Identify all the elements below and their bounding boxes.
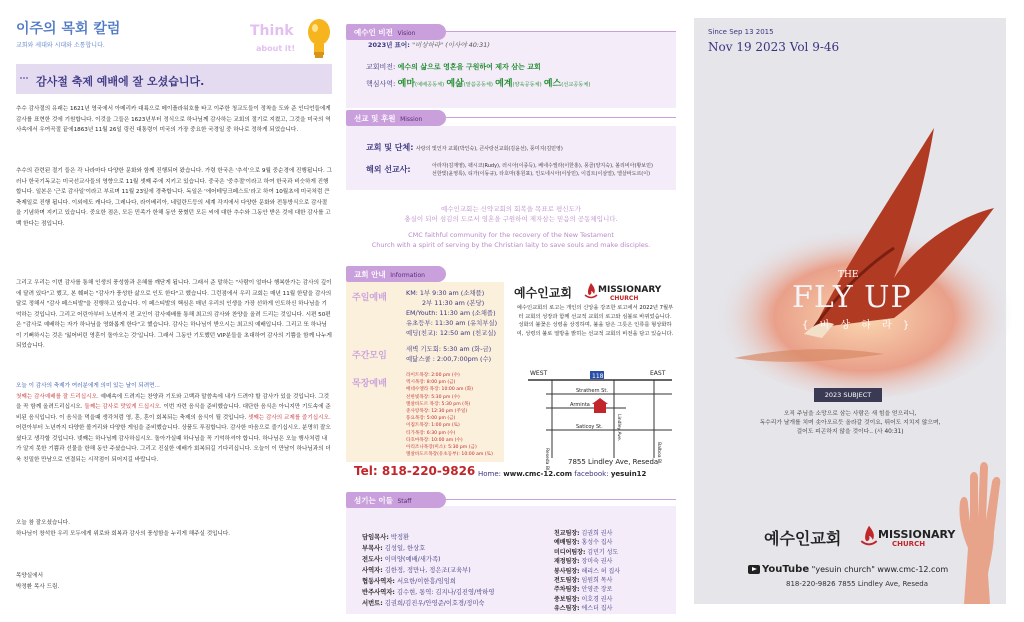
column-title: 이주의 목회 칼럼 [16,21,121,37]
youtube-icon [748,565,760,574]
mission-overseas-2: 선한빛(윤영록), 티가(이동규), 타호마(홍원표), 인도네시아(이상민), 이집트(이삼열), 엘살바도르(이) [432,171,651,177]
team-lead-row: 재정팀장: 장미숙 권사 [554,558,613,566]
team-lead-row: 전도팀장: 임원희 목사 [554,577,613,584]
headline: 감사절 축제 예배에 잘 오셨습니다. [36,75,205,88]
cell-group-item: 풍요목장: 5:00 pm (금) [406,416,456,422]
staff-row: 서번트: 김권희/김진우/안영준/이호경/정미숙 [362,600,485,607]
cover-panel [694,18,1006,604]
info-panel [346,18,676,614]
cell-label: 목장예배 [352,379,387,389]
svg-text:Arminta: Arminta [570,402,590,408]
mission-overseas-1: 아라자(김재영), 팩시코(Rudy), 러시아(이종득), 베네수엘라(이한홍), 몽골(양지숙), 볼리비아(황보민) [432,163,653,169]
weekday-label: 주간모임 [352,351,387,361]
paragraph-intro: 오늘 이 감사의 축제가 여러분에게 의미 있는 날이 되려면... [16,383,160,389]
weekday-1: 새벽 기도회: 5:30 am (화-금) [406,345,492,353]
svg-text:Saticoy St.: Saticoy St. [576,424,603,430]
raised-hand-illustration [934,438,1006,604]
cell-group-item: 타호마목장: 10:00 am (수) [406,437,463,443]
title-fly-up: FLY UP [792,280,912,315]
svg-text:Lindley Ave.: Lindley Ave. [616,414,621,442]
subject-badge: 2023 SUBJECT [814,388,882,402]
team-lead-row: 친교팀장: 김권희 권사 [554,530,613,537]
since-date: Since Sep 13 2015 [708,28,774,36]
home-links: Home: www.cmc-12.com facebook: yesuin12 [478,470,647,478]
svg-text:Reseda Bl.: Reseda Bl. [544,448,549,472]
staff-row: 반주사역자: 김수현, 통역: 김지나/김진영/박하영 [362,589,495,596]
point-second-text: 이번 자련 음식을 준비했습니다. 대단한 음식은 아니지만 기도속에 준비된 음식입니다. 이 음식을 먹을때 생각처럼 영, 혼, 혼이 회복되는 축제의 음식이 될 것입니다. [16,404,331,421]
weekday-2: 예닮스쿨 : 2:00,7:00pm (수) [406,355,492,363]
flame-large-icon [860,524,878,548]
mission-row-overseas: 해외 선교사: [366,165,411,174]
church-logo-small [514,282,674,304]
banner-dots [20,77,28,81]
think-heading: Think [250,23,294,39]
svg-text:118: 118 [592,373,604,380]
logo-korean: 예수인교회 [514,286,572,300]
cell-group-item: 준사랑목장: 12:30 pm (주일) [406,409,468,414]
church-purpose: 예수인교회는 신약교회의 회복을 목표로 평신도가 충실이 되어 섬김의 도로서 영혼을 구원하여 제자삼는 믿음의 공동체입니다. CMC faithful community for the recovery of the New Testament Church with a spirit of serving by the Christian laity to save souls and make disciples. [371,205,651,249]
cell-group-item: 티가목장: 6:30 pm (수) [406,430,456,436]
info-box [346,282,504,462]
headline-banner [16,64,332,94]
staff-row: 부목사: 김성일, 한상호 [362,545,426,552]
staff-header: 섬기는 이들 Staff [346,492,676,508]
theme-verse: 오직 주님을 소망으로 삼는 사람은 새 힘을 얻으리니, 독수리가 날개를 치며 솟아오르듯 올라갈 것이요, 뛰어도 지치지 않으며, 걸어도 피곤하지 않을 것이다.. (사 40:31) [759,411,941,435]
mission-row-churches: 교회 및 단체: 사랑의 빛인자 교회(박인숙), 큰사랑선교회(김윤선), 풍미지(김민영) [366,143,563,152]
point-third: 셋째는 감사의 교제를 즐기십시오. [247,414,331,421]
sunday-label: 주일예배 [352,293,387,303]
church-logo-large [764,522,964,552]
signature-line-1: 목양실에서 [16,573,44,579]
service-4: 유초등부: 11:30 am (유치부실) [406,319,498,327]
team-lead-row: 미디어팀장: 김민기 성도 [554,548,619,556]
eagle-illustration [694,98,1006,438]
cell-group-item: 베네수엘라 목장: 10:00 am (화) [406,387,474,393]
cell-group-item: 선한빛목장: 5:30 pm (수) [406,394,460,400]
logo-large-church: CHURCH [892,540,926,548]
staff-row: 사역자: 김한정, 정만나, 정은조(교육부) [362,567,471,574]
svg-text:EAST: EAST [650,370,666,377]
logo-large-english: MISSIONARY [878,528,956,541]
column-paragraph-3: 그리고 우리는 이번 감사를 통해 인생의 풍성함과 은혜를 깨닫게 됩니다. 그래서 준 말하는 "사람이 얼마나 행복한가는 감사의 깊이에 달려 있다"고 했고, 본 훼퍼는 "감사가 풍성한 삶으로 인도 한다"고 했습니다. 그런점에서 우리 교회는 매년 11월 한달을 감사의 달로 정해서 "감사 페스티발"을 진행하고 있습니다. 이 페스티발의 핵심은 매년 우리의 인생을 가장 선하게 인도하신 하나님을 기억하는 것입니다. 그리고 어린아부터 노년까지 전 교인이 감사예배를 통해 최고의 감사와 찬양을 올려 드리는 것입니다. 시편 50편은 "감사로 예배하는 자가 하나님을 영화롭게 한다"고 했습니다. 감사는 하나님이 받으시는 최고의 예배입니다. 그리고 또 하나님이 기뻐하시는 것은 '잃어버린 영혼이 돌아오는 것'입니다. 그래서 그동안 기도했던 VIP분들을 초대하여 감사의 기쁨을 함께 나누게 되었습니다. [16,280,332,349]
logo-church: CHURCH [610,295,639,302]
phone-number[interactable]: Tel: 818-220-9826 [354,464,476,478]
staff-box [346,506,676,614]
core-ministry-line: 핵심사역: 예마(예배공동체) 예삶(말씀공동체) 예계(양육공동체) 예스(선교공동체) [366,79,591,89]
vision-box [346,32,676,108]
cell-group-item: 아리조나목장(미소): 5:30 pm (금) [406,445,477,450]
cell-group-item: 엘살바도르목장(유초등부): 10:00 am (토) [406,452,493,458]
issue-date: Nov 19 2023 Vol 9-46 [708,40,840,54]
vision-line: 교회비전: 예수의 삶으로 영혼을 구원하여 제자 삼는 교회 [366,63,541,71]
team-lead-row: 예배팀장: 홍성수 집사 [554,539,613,547]
point-second: 둘째는 감사로 맛있게 드십시오. [84,404,162,410]
map-address: 7855 Lindley Ave, Reseda [568,458,659,466]
cell-group-item: 라이트목장: 2:00 pm (수) [406,373,460,378]
home-link[interactable]: www.cmc-12.com [503,470,573,478]
mission-header: 선교 및 후원 Mission [346,110,676,126]
facebook-link[interactable]: yesuin12 [610,470,647,478]
title-the: THE [838,270,859,280]
logo-large-korean: 예수인교회 [764,529,842,548]
cell-group-item: 엑시목장: 8:00 pm (금) [406,380,456,386]
info-header: 교회 안내 Information [346,266,504,282]
lightbulb-icon [306,18,332,60]
signature-line-2: 박정환 목사 드림. [16,583,60,590]
service-5: 예딩(친교): 12:50 am (친교실) [406,329,496,337]
point-first: 첫째는 감사예배를 잘 드리십시오. [16,393,99,400]
team-lead-row: 주차팀장: 안영준 장로 [554,586,613,594]
column-paragraph-4 [16,381,332,465]
staff-row: 협동사역자: 서요한/이한흥/임임희 [362,578,456,585]
cover-address: 818-220-9826 7855 Lindley Ave, Reseda [786,580,929,588]
team-lead-row: 유스팀장: 에스더 집사 [554,605,613,613]
column-signature [16,571,332,592]
service-1: KM: 1부 9:30 am (소채플) [406,289,485,297]
logo-english: MISSIONARY [598,285,662,295]
svg-text:Balboa Bl.: Balboa Bl. [656,442,661,465]
service-2: 2부 11:30 am (본당) [422,299,485,307]
column-panel [16,18,332,614]
point-third-text: 어린아부터 노년까지 다양한 볼거리와 다양한 게임을 준비했습니다. 상품도 푸짐합니다. 감사한 마음으로 즐기십시오. 분명히 잘오셨다고 생각할 것입니다. 넷째는 하나님께 감사하십시오. 돌아가실때 하나님을 꼭 기억하셔야 합니다. 하나님은 오늘 행사처럼 내가 알지 못한 기쁨과 선물을 한해 동안 주셨습니다. 그리고 진실한 예배가 회복되길 기다리십니다. 오늘이 이 만남이 하나님과의 더욱 친밀한 만남으로 연결되는 시작점이 되어지길 바랍니다. [16,425,331,463]
cell-group-item: 엘살바도르 목장: 5:30 pm (목) [406,401,471,407]
mission-box [346,126,676,190]
column-paragraph-2: 추수의 관련된 절기 들은 각 나라마다 다양한 문화와 함께 진행되어 왔습니다. 가령 한국은 '추석'으로 9월 중순경에 진행됩니다. 그러나 한국기독교는 미국선교사들의 영향으로 11월 셋째 주에 지키고 있습니다. 중국은 '중추절'이라고 하여 한국과 비슷하게 진행합니다. 일본은 '근로 감사일'이라고 부르며 11월 23일에 경축합니다. 독일은 '에어테딩크페스트'라고 하여 10월초에 미국처럼 큰 축제일로 진행 됩니다. 이외에도 캐나다, 그레나다, 라이베리아, 네덜란드등의 세계 각지에서 다양한 문화와 전통방식으로 감사절을 기념하며 지키고 있습니다. 중요한 점은, 모든 민족가 한해 동안 풍혔던 모든 씨에 대한 추수와 그동안 받은 것에 대한 감사를 고백 한다는 점입니다. [16,168,333,227]
svg-text:WEST: WEST [530,370,548,377]
cell-group-item: 이집트목장: 1:00 pm (토) [406,423,460,429]
closing-line-2: 하나님이 창석한 우리 모두에게 위로와 회복과 감사의 풍성함을 누리게 해주실 것입니다. [16,530,231,537]
think-subheading: about it! [256,44,296,53]
team-lead-row: 중보팀장: 이호경 권사 [554,595,613,603]
youtube-link[interactable]: YouTube "yesuin church" www.cmc-12.com [748,564,948,575]
service-3: EM/Youth: 11:30 am (소채플) [406,309,496,317]
point-first-text: 예배속에 드려지는 찬양과 기도와 고백과 말씀속에 내가 드려야 할 감사가 있을 것입니다. 그것을 꼭 함께 올려드리십시오. [16,393,329,410]
team-lead-row: 봉사팀장: 해리스 허 집사 [554,567,621,575]
svg-text:Strathern St.: Strathern St. [576,388,608,394]
column-subtitle: 교회와 세대와 시대와 소통합니다. [16,42,105,49]
logo-description: 예수인교회의 로고는 개인의 신앙을 강조한 로고에서 2022년 7월부터 교회의 성장과 함께 선교적 교회의 로고와 심볼로 바뀌었습니다. 성화의 불꽃은 성령을 상징하며, 불을 담은 그릇은 인류를 형상화하여, 성령의 불로 열방을 밝히는 선교적 교회의 비전을 담고 있습니다. [516,305,674,337]
column-paragraph-1: 추수 감사절의 유래는 1621년 영국에서 아메리카 대륙으로 메이플라워호를 타고 이주한 청교도들이 정착을 도와 준 인디언들에게 감사를 표현한 것에 기원합니다. 이것을 그들은 1623년부터 정식으로 하나님께 감사하는 교회의 절기로 지켰고, 그것을 미국의 역사속에서 우여곡절 끝에1863년 11월 26일 링컨 대통령이 미국의 가장 중요한 국경일 중 하나로 정하게 되었습니다. [16,106,331,133]
title-korean: { 비 상 하 라 } [802,320,914,331]
column-closing [16,518,332,539]
staff-row: 전도사: 이미양(예배/새가족) [362,556,441,563]
motto: 2023년 표어: "비상하라" (이사야 40:31) [368,41,490,49]
staff-row: 담임목사: 박정환 [362,534,410,541]
flame-icon [584,282,598,300]
vision-header: 예수인 비전 Vision [346,24,676,40]
closing-line-1: 오늘 참 잘오셨습니다. [16,520,70,526]
